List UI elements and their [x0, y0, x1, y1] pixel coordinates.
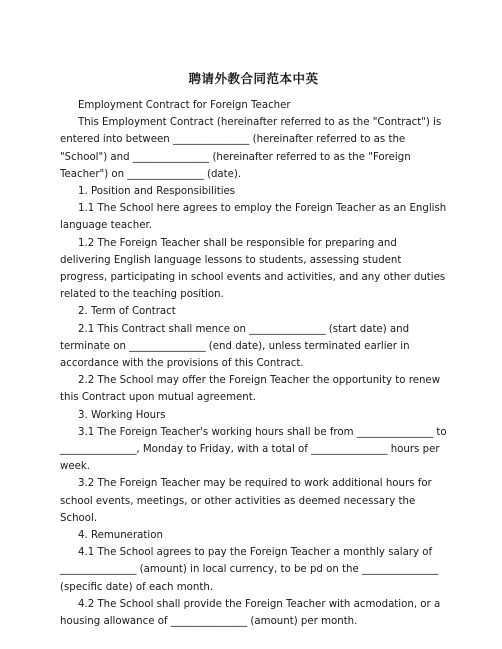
section-4-heading: 4. Remuneration	[78, 530, 163, 542]
clause-3-1: 3.1 The Foreign Teacher's working hours shall be from _______________ to _______________, Monday to Friday, with a total of _______________ hours per week.	[60, 426, 447, 473]
section-2-heading: 2. Term of Contract	[78, 306, 176, 318]
clause-1-1: 1.1 The School here agrees to employ the Foreign Teacher as an English language teacher.	[60, 203, 447, 232]
section-3-heading: 3. Working Hours	[78, 409, 166, 421]
clause-3-2: 3.2 The Foreign Teacher may be required to work additional hours for school events, meetings, or other activities as deemed necessary the School.	[60, 478, 432, 524]
contract-heading: Employment Contract for Foreign Teacher	[78, 100, 291, 111]
document-title: 聘请外教合同范本中英	[188, 71, 319, 86]
clause-4-1: 4.1 The School agrees to pay the Foreign Teacher a monthly salary of _______________ (amount) in local currency, to be pd on the _______________ (specific date) of each month.	[60, 547, 439, 593]
clause-2-1: 2.1 This Contract shall mence on _______________ (start date) and terminate on _______________ (end date), unless terminated earlier in accordance with the provisions of this Contract.	[60, 323, 410, 370]
clause-4-2: 4.2 The School shall provide the Foreign Teacher with acmodation, or a housing allowance of _______________ (amount) per month.	[60, 598, 441, 628]
clause-1-2: 1.2 The Foreign Teacher shall be responsible for preparing and delivering English language lessons to students, assessing student progress, participating in school events and activities, and any other duties related to the teaching position.	[60, 237, 446, 301]
clause-2-2: 2.2 The School may offer the Foreign Teacher the opportunity to renew this Contract upon mutual agreement.	[60, 375, 441, 404]
section-1-heading: 1. Position and Responsibilities	[78, 186, 236, 198]
contract-intro: This Employment Contract (hereinafter referred to as the "Contract") is entered into between _______________ (hereinafter referred to as the "School") and _______________ (hereinafter referred to as the "Foreign Teacher") on _______________ (date).	[60, 117, 442, 180]
